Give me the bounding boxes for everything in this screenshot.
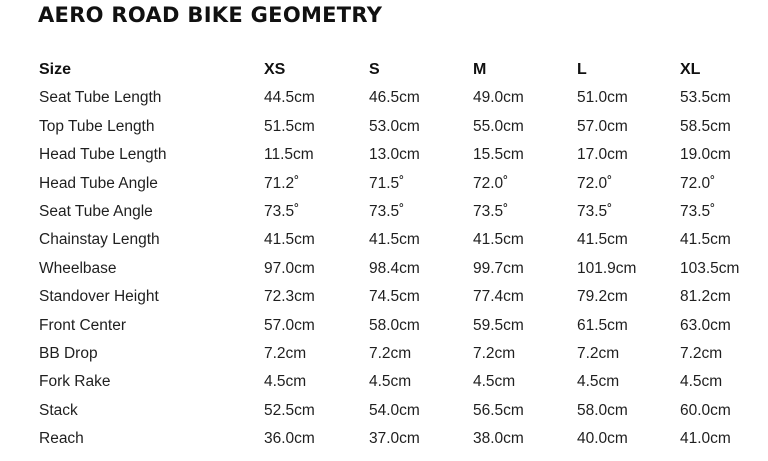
table-row (38, 283, 760, 311)
table-cell: 46.5cm (369, 89, 420, 107)
row-label: Seat Tube Length (39, 89, 162, 107)
table-cell: 57.0cm (264, 316, 315, 334)
table-cell: 81.2cm (680, 288, 731, 306)
table-row (38, 312, 760, 340)
table-cell: 103.5cm (680, 259, 740, 277)
table-cell: 7.2cm (577, 345, 620, 363)
column-header-xl: XL (680, 61, 701, 78)
table-cell: 60.0cm (680, 401, 731, 419)
row-label: Top Tube Length (39, 117, 155, 135)
column-header-size: Size (39, 61, 72, 78)
table-cell: 41.5cm (369, 231, 420, 249)
table-cell: 36.0cm (264, 430, 315, 448)
table-row (38, 226, 760, 254)
table-cell: 41.5cm (473, 231, 524, 249)
table-cell: 101.9cm (577, 259, 637, 277)
row-label: Seat Tube Angle (39, 203, 153, 221)
table-cell: 58.5cm (680, 117, 731, 135)
table-cell: 41.5cm (264, 231, 315, 249)
row-label: BB Drop (39, 345, 98, 363)
table-cell: 7.2cm (680, 345, 723, 363)
table-cell: 61.5cm (577, 316, 628, 334)
table-cell: 53.5cm (680, 89, 731, 107)
table-cell: 4.5cm (369, 373, 412, 391)
table-cell: 51.5cm (264, 117, 315, 135)
table-cell: 99.7cm (473, 259, 524, 277)
table-row (38, 141, 760, 169)
table-cell: 59.5cm (473, 316, 524, 334)
table-cell: 72.3cm (264, 288, 315, 306)
table-row (38, 84, 760, 112)
table-row (38, 340, 760, 368)
table-cell: 37.0cm (369, 430, 420, 448)
table-cell: 13.0cm (369, 146, 420, 164)
table-cell: 73.5˚ (680, 203, 716, 221)
table-row (38, 425, 760, 453)
table-cell: 54.0cm (369, 401, 420, 419)
table-cell: 72.0˚ (680, 174, 716, 192)
table-cell: 41.0cm (680, 430, 731, 448)
table-row (38, 368, 760, 396)
row-label: Head Tube Length (39, 146, 167, 164)
table-cell: 58.0cm (369, 316, 420, 334)
table-row (38, 397, 760, 425)
row-label: Wheelbase (39, 259, 117, 277)
table-cell: 7.2cm (369, 345, 412, 363)
page-title: AERO ROAD BIKE GEOMETRY (38, 3, 383, 27)
table-cell: 72.0˚ (577, 174, 613, 192)
table-cell: 71.5˚ (369, 174, 405, 192)
table-cell: 73.5˚ (264, 203, 300, 221)
table-cell: 4.5cm (680, 373, 723, 391)
table-cell: 7.2cm (473, 345, 516, 363)
table-cell: 73.5˚ (577, 203, 613, 221)
table-cell: 56.5cm (473, 401, 524, 419)
row-label: Standover Height (39, 288, 159, 306)
table-row (38, 255, 760, 283)
row-label: Chainstay Length (39, 231, 160, 249)
column-header-l: L (577, 61, 587, 78)
column-header-m: M (473, 61, 487, 78)
table-cell: 7.2cm (264, 345, 307, 363)
table-cell: 40.0cm (577, 430, 628, 448)
geometry-table (38, 56, 760, 454)
table-cell: 15.5cm (473, 146, 524, 164)
table-cell: 55.0cm (473, 117, 524, 135)
table-cell: 63.0cm (680, 316, 731, 334)
table-cell: 71.2˚ (264, 174, 300, 192)
table-row (38, 113, 760, 141)
table-cell: 11.5cm (264, 146, 314, 164)
row-label: Head Tube Angle (39, 174, 158, 192)
table-row (38, 198, 760, 226)
row-label: Front Center (39, 316, 127, 334)
table-cell: 57.0cm (577, 117, 628, 135)
table-cell: 98.4cm (369, 259, 420, 277)
table-cell: 19.0cm (680, 146, 731, 164)
table-cell: 4.5cm (473, 373, 516, 391)
column-header-xs: XS (264, 61, 286, 78)
table-cell: 73.5˚ (473, 203, 509, 221)
table-cell: 41.5cm (577, 231, 628, 249)
table-cell: 74.5cm (369, 288, 420, 306)
table-cell: 52.5cm (264, 401, 315, 419)
row-label: Fork Rake (39, 373, 111, 391)
table-cell: 41.5cm (680, 231, 731, 249)
table-cell: 53.0cm (369, 117, 420, 135)
row-label: Reach (39, 430, 84, 448)
table-cell: 97.0cm (264, 259, 315, 277)
table-row (38, 170, 760, 198)
table-cell: 44.5cm (264, 89, 315, 107)
row-label: Stack (39, 401, 78, 419)
table-cell: 73.5˚ (369, 203, 405, 221)
table-cell: 38.0cm (473, 430, 524, 448)
table-cell: 49.0cm (473, 89, 524, 107)
table-cell: 72.0˚ (473, 174, 509, 192)
table-cell: 51.0cm (577, 89, 628, 107)
table-cell: 79.2cm (577, 288, 628, 306)
table-header-row (38, 56, 760, 84)
table-cell: 4.5cm (264, 373, 307, 391)
column-header-s: S (369, 61, 380, 78)
table-cell: 17.0cm (577, 146, 628, 164)
table-body (38, 84, 760, 453)
table-cell: 58.0cm (577, 401, 628, 419)
table-cell: 77.4cm (473, 288, 524, 306)
table-cell: 4.5cm (577, 373, 620, 391)
